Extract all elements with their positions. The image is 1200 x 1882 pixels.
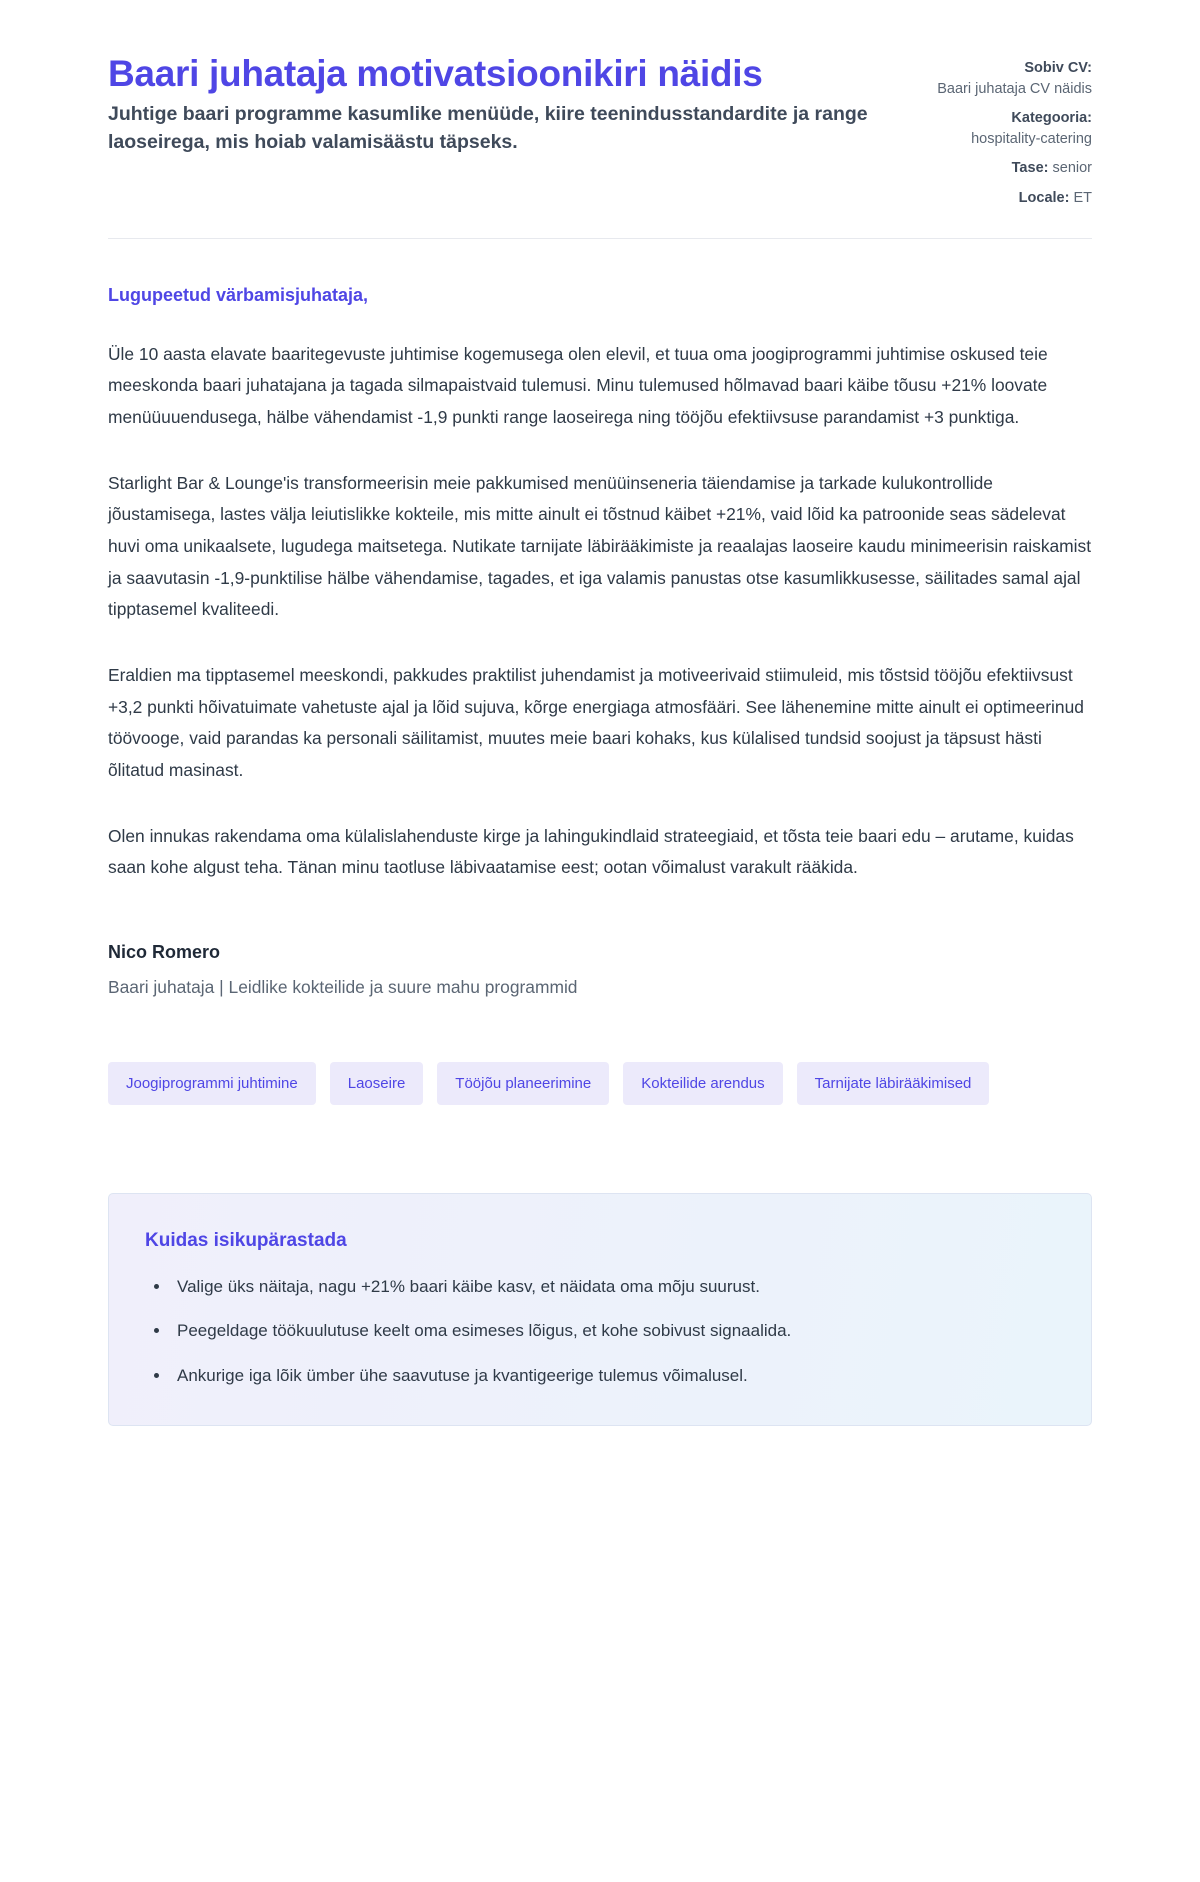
skill-tag[interactable]: Tarnijate läbirääkimised: [797, 1062, 990, 1105]
meta-matching-cv-label: Sobiv CV:: [1024, 60, 1092, 76]
header-title-block: [108, 52, 886, 157]
letter-paragraph: Starlight Bar & Lounge'is transformeerisin meie pakkumised menüüinseneria täiendamise ja tarkade kulukontrollide jõustamisega, lastes välja leiutislikke kokteile, mis mitte ainult ei tõstnud käibet +21%, vaid lõid ka patroonide seas sädelevat huvi oma unikaalsete, lugudega maitsetega. Nutikate tarnijate läbirääkimiste ja reaalajas laoseire kaudu minimeerisin raiskamist ja saavutasin -1,9-punktilise hälbe vähendamise, tagades, et iga valamis panustas otse kasumlikkusesse, säilitades samal ajal tipptasemel kvaliteedi.: [108, 472, 1092, 620]
meta-level-value: senior: [1052, 160, 1092, 177]
callout-title: Kuidas isikupärastada: [145, 1230, 347, 1252]
page-title: Baari juhataja motivatsioonikiri näidis: [108, 53, 763, 94]
page-header: [0, 0, 1200, 208]
skill-tag[interactable]: Kokteilide arendus: [623, 1062, 782, 1105]
page-subtitle: Juhtige baari programme kasumlike menüüde, kiire teenindusstandardite ja range laoseirega, mis hoiab valamisäästu täpseks.: [108, 103, 868, 153]
skill-tag[interactable]: Laoseire: [330, 1062, 424, 1105]
signature-role: Baari juhataja | Leidlike kokteilide ja suure mahu programmid: [108, 977, 578, 998]
meta-matching-cv-value: Baari juhataja CV näidis: [937, 80, 1092, 97]
skill-tag[interactable]: Joogiprogrammi juhtimine: [108, 1062, 316, 1105]
meta-matching-cv: [914, 58, 1092, 99]
signature-block: [0, 884, 1200, 1000]
skill-tag[interactable]: Tööjõu planeerimine: [437, 1062, 609, 1105]
meta-locale-label: Locale:: [1018, 189, 1070, 206]
callout-tip-list: [145, 1274, 1055, 1389]
meta-category-label: Kategooria:: [1011, 110, 1092, 127]
callout-tip-item: • Ankurige iga lõik ümber ühe saavutuse ja kvantigeerige tulemus võimalusel.: [171, 1363, 1055, 1389]
callout-tip-item: • Peegeldage töökuulutuse keelt oma esimeses lõigus, et kohe sobivust signaalida.: [171, 1318, 1055, 1344]
letter-paragraph: Üle 10 aasta elavate baaritegevuste juhtimise kogemusega olen elevil, et tuua oma joogiprogrammi juhtimise oskused teie meeskonda baari juhatajana ja tagada silmapaistvaid tulemusi. Minu tulemused hõlmavad baari käibe tõusu +21% loovate menüüuuendusega, hälbe vähendamist -1,9 punkti range laoseirega ning tööjõu efektiivsuse parandamist +3 punktiga.: [108, 343, 1048, 427]
personalization-callout-wrapper: [0, 1105, 1200, 1426]
letter-paragraph: Olen innukas rakendama oma külalislahenduste kirge ja lahingukindlaid strateegiaid, et tõsta teie baari edu – arutame, kuidas saan kohe algust teha. Tänan minu taotluse läbivaatamise eest; ootan võimalust varakult rääkida.: [108, 825, 1074, 878]
letter-paragraph: Eraldien ma tipptasemel meeskondi, pakkudes praktilist juhendamist ja motiveerivaid stiimuleid, mis tõstsid tööjõu efektiivsust +3,2 punkti hõivatuimate vahetuste ajal ja lõid sujuva, kõrge energiaga atmosfääri. See lähenemine mitte ainult ei optimeerinud töövooge, vaid parandas ka personali säilitamist, muutes meie baari kohaks, kus külalised tundsid soojust ja täpsust hästi õlitatud masinast.: [108, 665, 1084, 781]
signature-name: Nico Romero: [108, 942, 221, 963]
meta-level-label: Tase:: [1011, 160, 1049, 177]
callout-tip-item: • Valige üks näitaja, nagu +21% baari käibe kasv, et näidata oma mõju suurust.: [171, 1274, 1055, 1300]
meta-category-value: hospitality-catering: [971, 130, 1092, 147]
skill-tag-list: [0, 1000, 1110, 1105]
letter-salutation: Lugupeetud värbamisjuhataja,: [108, 285, 369, 306]
personalization-callout: [108, 1193, 1092, 1426]
document-meta-panel: [914, 52, 1092, 208]
meta-locale-value: ET: [1073, 189, 1092, 206]
meta-category: [914, 108, 1092, 149]
meta-locale: [914, 188, 1092, 209]
letter-body: [0, 239, 1200, 884]
meta-level: [914, 158, 1092, 179]
